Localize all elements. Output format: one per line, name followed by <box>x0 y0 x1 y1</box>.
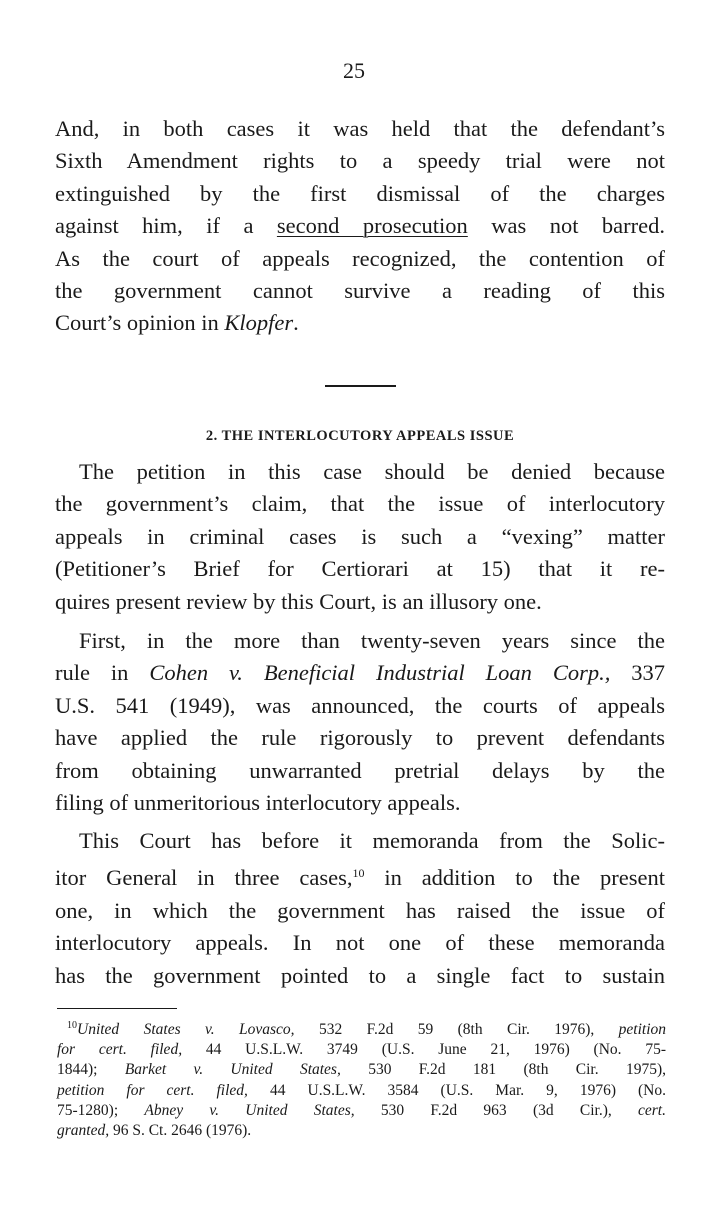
text-line: Sixth Amendment rights to a speedy trial were not <box>55 148 665 174</box>
citation-italic: Barket v. United States, <box>124 1061 341 1079</box>
text-line: U.S. 541 (1949), was announced, the courts of appeals <box>55 692 665 718</box>
text-line: The petition in this case should be denied because <box>79 459 665 484</box>
citation-text: 96 S. Ct. 2646 (1976). <box>109 1122 252 1140</box>
text-line: quires present review by this Court, is an illusory one. <box>55 588 542 614</box>
citation-text: 44 U.S.L.W. 3749 (U.S. June 21, 1976) (No. 75- <box>182 1041 666 1059</box>
citation-italic: petition for cert. filed, <box>57 1081 248 1099</box>
footnote-reference: 10 <box>352 866 365 881</box>
section-heading: 2. THE INTERLOCUTORY APPEALS ISSUE <box>205 428 515 444</box>
footnote-line <box>57 1121 666 1141</box>
text-line: extinguished by the first dismissal of the charges <box>55 180 665 206</box>
footnote-line <box>57 1060 666 1080</box>
text-line: have applied the rule rigorously to prevent defendants <box>55 725 665 751</box>
footnote-divider <box>57 1008 177 1009</box>
text-line: filing of unmeritorious interlocutory appeals. <box>55 790 461 816</box>
underlined-phrase: second prosecution <box>276 213 468 239</box>
text-line: the government cannot survive a reading of this <box>55 278 665 304</box>
citation-text: 44 U.S.L.W. 3584 (U.S. Mar. 9, 1976) (No. <box>247 1081 667 1099</box>
text-line: itor General in three cases,$^{10}$ in addition to the present <box>55 865 665 891</box>
citation-text: 75-1280); <box>57 1101 145 1119</box>
page-number: 25 <box>343 58 365 83</box>
footnote-line <box>57 1040 666 1060</box>
text-line: the government’s claim, that the issue of interlocutory <box>55 491 665 517</box>
footnote-marker: 10 <box>67 1020 77 1031</box>
citation-italic: cert. <box>638 1101 666 1119</box>
text-line: This Court has before it memoranda from the Solic- <box>79 828 665 853</box>
text-line: First, in the more than twenty-seven years since the <box>79 628 665 653</box>
paragraph-memoranda <box>55 825 665 992</box>
text-line: one, in which the government has raised the issue of <box>55 897 665 923</box>
citation-text: 530 F.2d 181 (8th Cir. 1975), <box>340 1061 666 1079</box>
citation-text: 530 F.2d 963 (3d Cir.), <box>354 1101 639 1119</box>
case-name: Klopfer <box>224 310 294 336</box>
text-line: interlocutory appeals. In not one of these memoranda <box>55 930 665 956</box>
text-line: (Petitioner’s Brief for Certiorari at 15) that it re- <box>55 556 665 582</box>
case-name: Cohen v. Beneficial Industrial Loan Corp., <box>149 660 611 686</box>
text-line: rule in Cohen v. Beneficial Industrial Loan Corp., 337 <box>55 660 666 686</box>
footnote <box>57 1016 666 1141</box>
citation-text: 532 F.2d 59 (8th Cir. 1976), <box>294 1021 619 1038</box>
citation-italic: for cert. filed, <box>57 1041 183 1059</box>
section-divider <box>325 385 396 387</box>
citation-italic: United States v. Lovasco, <box>77 1021 295 1038</box>
footnote-line <box>57 1016 666 1040</box>
paragraph-petition <box>55 456 665 618</box>
footnote-line <box>57 1101 666 1121</box>
intro-paragraph <box>55 113 665 340</box>
text-line: Court’s opinion in Klopfer. <box>55 310 299 336</box>
text-line: has the government pointed to a single fact to sustain <box>55 962 665 988</box>
paragraph-first <box>55 625 665 819</box>
text-line: from obtaining unwarranted pretrial delays by the <box>55 757 665 783</box>
citation-italic: granted, <box>57 1122 110 1140</box>
text-line: As the court of appeals recognized, the contention of <box>55 245 665 271</box>
text-line: appeals in criminal cases is such a “vexing” matter <box>55 523 665 549</box>
citation-italic: petition <box>618 1021 666 1038</box>
text-line: And, in both cases it was held that the defendant’s <box>55 116 665 141</box>
citation-text: 1844); <box>57 1061 125 1079</box>
citation-italic: Abney v. United States, <box>144 1101 355 1119</box>
text-line: against him, if a second prosecution was not barred. <box>55 213 665 239</box>
footnote-line <box>57 1081 666 1101</box>
